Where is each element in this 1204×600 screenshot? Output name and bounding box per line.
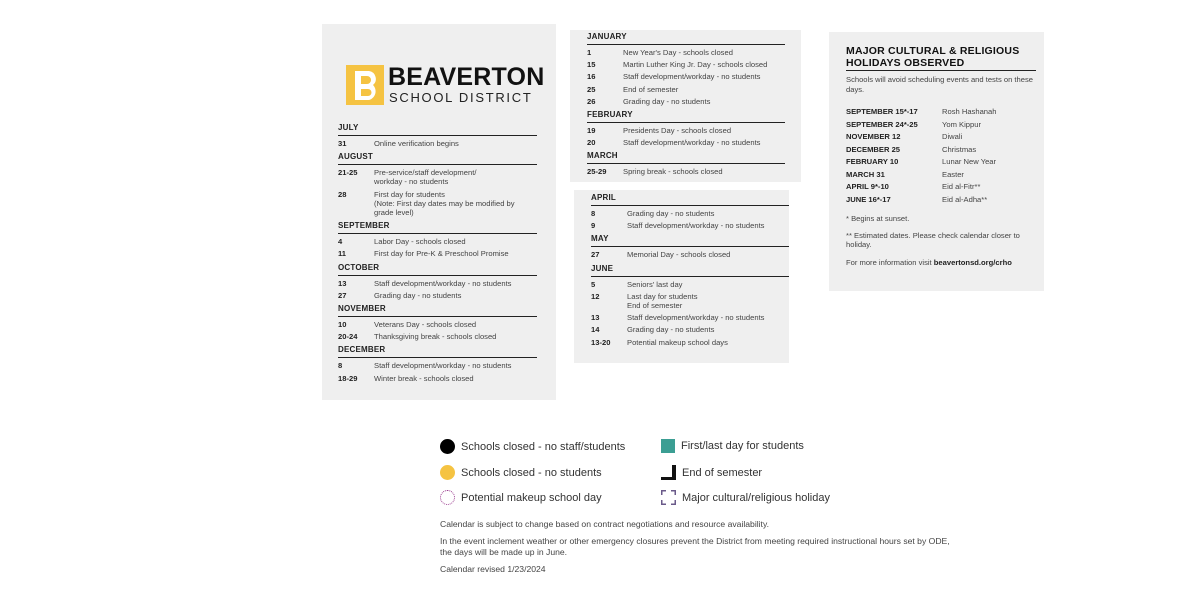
event-description: Staff development/workday - no students — [374, 278, 512, 288]
footnote-contract: Calendar is subject to change based on contract negotiations and resource availability. — [440, 519, 769, 529]
event-description: Memorial Day - schools closed — [627, 250, 731, 260]
event-description: Presidents Day - schools closed — [623, 126, 732, 136]
holiday-name: Yom Kippur — [942, 119, 981, 129]
holidays-title: MAJOR CULTURAL & RELIGIOUS HOLIDAYS OBSERVED — [846, 45, 1036, 71]
more-info-link[interactable]: beavertonsd.org/crho — [933, 257, 1012, 267]
holiday-row — [846, 119, 1036, 132]
legend — [440, 437, 870, 513]
month-section — [338, 263, 537, 300]
event-date: 27 — [338, 290, 347, 300]
event-date: 1 — [587, 48, 592, 57]
calendar-event — [591, 250, 789, 259]
event-description: First day for Pre-K & Preschool Promise — [374, 249, 509, 259]
holiday-name: Easter — [942, 169, 964, 179]
calendar-event — [338, 237, 537, 246]
event-description: Labor Day - schools closed — [374, 237, 466, 247]
legend-first-last — [661, 439, 804, 453]
event-date: 20-24 — [338, 332, 358, 342]
holiday-name: Eid al-Fitr** — [942, 182, 981, 191]
event-description: End of semester — [623, 84, 679, 94]
legend-end-semester-label: End of semester — [682, 466, 763, 479]
calendar-event — [338, 320, 537, 329]
event-description: Staff development/workday - no students — [623, 72, 761, 82]
yellow-circle-icon — [440, 465, 455, 480]
holiday-date: JUNE 16*-17 — [846, 194, 891, 204]
event-description: Online verification begins — [374, 139, 459, 148]
event-date: 13-20 — [591, 337, 611, 347]
spring-month-list — [591, 193, 789, 351]
event-date: 16 — [587, 72, 596, 82]
holiday-row — [846, 181, 1036, 194]
legend-end-semester — [661, 465, 762, 480]
calendar-event — [591, 338, 789, 347]
calendar-event — [591, 292, 789, 310]
holiday-date: FEBRUARY 10 — [846, 157, 899, 166]
event-date: 8 — [591, 209, 596, 218]
event-date: 8 — [338, 361, 343, 371]
holiday-date: DECEMBER 25 — [846, 144, 901, 154]
calendar-event — [587, 167, 785, 176]
legend-holiday — [661, 490, 830, 505]
month-heading: AUGUST — [338, 152, 537, 165]
calendar-event — [338, 168, 537, 186]
holiday-name: Christmas — [942, 144, 977, 154]
calendar-event — [587, 72, 785, 81]
month-heading: NOVEMBER — [338, 304, 537, 317]
event-description: Martin Luther King Jr. Day - schools closed — [623, 60, 768, 70]
holiday-name: Diwali — [942, 132, 963, 141]
logo-name: BEAVERTON — [388, 63, 545, 91]
event-description: Potential makeup school days — [627, 337, 728, 347]
event-date: 21-25 — [338, 168, 358, 178]
calendar-event — [338, 190, 537, 218]
holiday-name: Rosh Hashanah — [942, 107, 997, 116]
month-heading: FEBRUARY — [587, 110, 785, 123]
holiday-row — [846, 156, 1036, 169]
event-date: 31 — [338, 139, 347, 148]
calendar-event — [338, 374, 537, 383]
black-circle-icon — [440, 439, 455, 454]
calendar-event — [587, 85, 785, 94]
month-section — [338, 152, 537, 217]
month-section — [591, 193, 789, 230]
holiday-date: NOVEMBER 12 — [846, 132, 901, 141]
legend-closed-students — [440, 465, 602, 480]
holiday-row — [846, 131, 1036, 144]
event-description: Thanksgiving break - schools closed — [374, 332, 497, 342]
event-description: Last day for students End of semester — [627, 291, 698, 311]
footnote-revised: Calendar revised 1/23/2024 — [440, 564, 546, 574]
calendar-event — [587, 126, 785, 135]
month-heading: MARCH — [587, 151, 785, 164]
legend-makeup-label: Potential makeup school day — [461, 491, 602, 504]
event-description: Pre-service/staff development/ workday - no students — [374, 168, 477, 187]
calendar-panel-spring — [574, 190, 789, 363]
event-date: 13 — [338, 278, 347, 288]
holiday-note-more-info — [846, 258, 1036, 267]
calendar-event — [587, 60, 785, 69]
calendar-event — [591, 325, 789, 334]
holiday-name: Eid al-Adha** — [942, 194, 988, 204]
month-section — [338, 345, 537, 382]
event-date: 13 — [591, 313, 600, 323]
month-section — [587, 32, 785, 106]
event-description: Winter break - schools closed — [374, 373, 474, 383]
holiday-row — [846, 169, 1036, 182]
event-date: 15 — [587, 60, 596, 70]
event-description: New Year's Day - schools closed — [623, 48, 733, 57]
legend-closed-students-label: Schools closed - no students — [461, 466, 602, 479]
month-section — [591, 234, 789, 259]
holiday-date: MARCH 31 — [846, 169, 885, 179]
calendar-event — [587, 138, 785, 147]
holiday-list — [846, 106, 1036, 206]
calendar-event — [338, 279, 537, 288]
footnotes — [440, 519, 960, 581]
event-description: First day for students (Note: First day dates may be modified by grade level) — [374, 189, 515, 218]
month-section — [338, 221, 537, 258]
event-description: Veterans Day - schools closed — [374, 320, 477, 330]
calendar-event — [587, 97, 785, 106]
event-date: 10 — [338, 320, 347, 330]
calendar-event — [591, 280, 789, 289]
event-description: Grading day - no students — [627, 325, 715, 335]
holiday-date: SEPTEMBER 24*-25 — [846, 119, 918, 129]
event-date: 19 — [587, 126, 596, 136]
event-date: 18-29 — [338, 373, 358, 383]
calendar-panel-winter — [570, 30, 801, 182]
logo-subtitle: SCHOOL DISTRICT — [389, 90, 533, 105]
event-date: 12 — [591, 291, 600, 301]
month-heading: OCTOBER — [338, 263, 537, 276]
event-date: 4 — [338, 237, 343, 247]
month-section — [591, 264, 789, 347]
calendar-panel-fall — [322, 24, 556, 400]
event-description: Grading day - no students — [627, 209, 715, 218]
legend-first-last-label: First/last day for students — [681, 440, 804, 452]
event-date: 9 — [591, 221, 596, 231]
logo-mark-icon — [346, 65, 384, 105]
holiday-row — [846, 194, 1036, 207]
event-description: Staff development/workday - no students — [623, 138, 761, 148]
month-section — [338, 304, 537, 341]
legend-closed-all — [440, 439, 625, 454]
month-section — [587, 110, 785, 147]
month-heading: DECEMBER — [338, 345, 537, 358]
teal-square-icon — [661, 439, 675, 453]
holiday-name: Lunar New Year — [942, 157, 997, 166]
fall-month-list — [338, 123, 537, 387]
calendar-event — [591, 313, 789, 322]
event-description: Staff development/workday - no students — [627, 313, 765, 323]
legend-makeup — [440, 490, 602, 505]
holiday-note-sunset: * Begins at sunset. — [846, 214, 910, 223]
holiday-row — [846, 144, 1036, 157]
more-info-prefix: For more information visit — [846, 257, 934, 267]
calendar-event — [338, 249, 537, 258]
event-description: Grading day - no students — [374, 290, 462, 300]
month-section — [338, 123, 537, 148]
event-date: 28 — [338, 189, 347, 199]
month-heading: APRIL — [591, 193, 789, 206]
event-description: Staff development/workday - no students — [627, 221, 765, 231]
dashed-bracket-icon — [661, 490, 676, 505]
legend-holiday-label: Major cultural/religious holiday — [682, 491, 830, 504]
calendar-event — [338, 332, 537, 341]
event-date: 27 — [591, 250, 600, 260]
footnote-inclement-weather: In the event inclement weather or other emergency closures prevent the District from meeting required instructional hours set by ODE, the days will be made up in June. — [440, 536, 950, 557]
holidays-panel — [829, 32, 1044, 291]
event-description: Seniors' last day — [627, 279, 683, 289]
holidays-intro: Schools will avoid scheduling events and tests on these days. — [846, 75, 1034, 94]
holiday-date: APRIL 9*-10 — [846, 182, 889, 191]
event-date: 14 — [591, 325, 600, 335]
calendar-event — [587, 48, 785, 57]
event-date: 25-29 — [587, 167, 607, 177]
calendar-event — [338, 361, 537, 370]
month-section — [587, 151, 785, 176]
month-heading: SEPTEMBER — [338, 221, 537, 234]
event-date: 26 — [587, 96, 596, 106]
dotted-circle-icon — [440, 490, 455, 505]
end-semester-icon — [661, 465, 676, 480]
district-logo — [346, 63, 545, 108]
event-description: Spring break - schools closed — [623, 167, 723, 177]
calendar-event — [591, 209, 789, 218]
month-heading: JUNE — [591, 264, 789, 277]
holiday-row — [846, 106, 1036, 119]
month-heading: MAY — [591, 234, 789, 247]
event-date: 20 — [587, 138, 596, 148]
month-heading: JANUARY — [587, 32, 785, 45]
calendar-event — [338, 139, 537, 148]
holiday-note-estimated: ** Estimated dates. Please check calendar closer to holiday. — [846, 231, 1020, 250]
calendar-event — [591, 221, 789, 230]
event-description: Grading day - no students — [623, 96, 711, 106]
calendar-event — [338, 291, 537, 300]
legend-closed-all-label: Schools closed - no staff/students — [461, 440, 626, 453]
event-date: 11 — [338, 249, 347, 259]
holiday-date: SEPTEMBER 15*-17 — [846, 107, 918, 116]
event-description: Staff development/workday - no students — [374, 361, 512, 371]
event-date: 25 — [587, 84, 596, 94]
event-date: 5 — [591, 279, 596, 289]
month-heading: JULY — [338, 123, 537, 136]
winter-month-list — [587, 32, 785, 181]
